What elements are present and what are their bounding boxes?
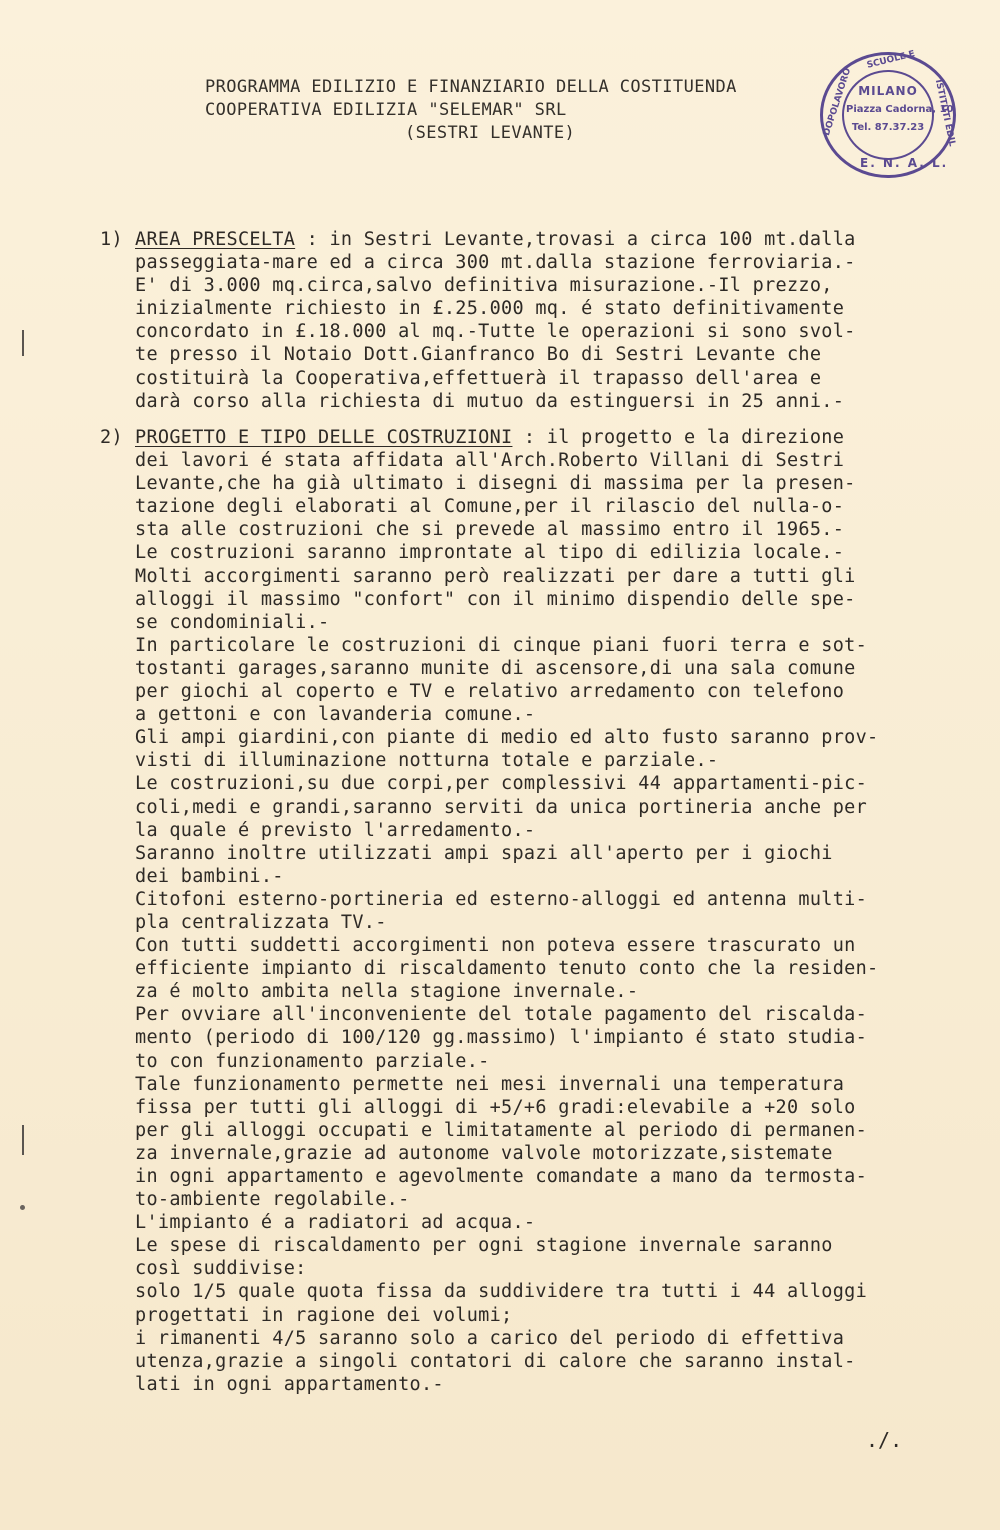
section-line: coli,medi e grandi,saranno serviti da unica portineria anche per (135, 796, 868, 818)
section-line: to-ambiente regolabile.- (135, 1189, 410, 1211)
stamp-address: Piazza Cadorna, 10 (846, 104, 954, 115)
section-line: efficiente impianto di riscaldamento tenuto conto che la residen- (135, 958, 879, 980)
section-line: darà corso alla richiesta di mutuo da estinguersi in 25 anni.- (135, 390, 845, 412)
section-line: Tale funzionamento permette nei mesi invernali una temperatura (135, 1073, 845, 1095)
title-line-2: COOPERATIVA EDILIZIA "SELEMAR" SRL (205, 100, 567, 120)
section-line: visti di illuminazione notturna totale e parziale.- (135, 750, 719, 772)
stamp-city: MILANO (858, 84, 918, 98)
section-line: se condominiali.- (135, 611, 330, 633)
margin-mark (22, 1125, 24, 1155)
section-line: to con funzionamento parziale.- (135, 1050, 490, 1072)
enal-stamp (820, 49, 960, 182)
section-line: lati in ogni appartamento.- (135, 1373, 444, 1395)
section-line: za é molto ambita nella stagione invernale.- (135, 981, 639, 1003)
document-title (205, 76, 825, 145)
section-line: dei bambini.- (135, 865, 284, 887)
section-line: Le costruzioni,su due corpi,per complessivi 44 appartamenti-pic- (135, 773, 868, 795)
section-line: : in Sestri Levante,trovasi a circa 100 mt.dalla (295, 229, 856, 250)
margin-dot (20, 1205, 25, 1210)
stamp-right-text: ISTITUTI EDIL (932, 78, 957, 148)
stamp-phone: Tel. 87.37.23 (851, 122, 925, 133)
title-line-1: PROGRAMMA EDILIZIO E FINANZIARIO DELLA COSTITUENDA (205, 77, 737, 97)
section-heading: PROGETTO E TIPO DELLE COSTRUZIONI (135, 427, 513, 448)
stamp-left-text: DOPOLAVORO (821, 66, 854, 138)
section-line: Le spese di riscaldamento per ogni stagione invernale saranno (135, 1235, 833, 1257)
section-line: progettati in ragione dei volumi; (135, 1304, 513, 1326)
section-line: inizialmente richiesto in £.25.000 mq. é stato definitivamente (135, 298, 845, 320)
section-line: utenza,grazie a singoli contatori di calore che saranno instal- (135, 1350, 856, 1372)
section-number: 2) (100, 427, 123, 448)
section-line: Le costruzioni saranno improntate al tipo di edilizia locale.- (135, 542, 845, 564)
section-line: per gli alloggi occupati e limitatamente al periodo di permanen- (135, 1119, 868, 1141)
section-line: passeggiata-mare ed a circa 300 mt.dalla stazione ferroviaria.- (135, 252, 856, 274)
section-line: za invernale,grazie ad autonome valvole motorizzate,sistemate (135, 1142, 833, 1164)
section-line: per giochi al coperto e TV e relativo arredamento con telefono (135, 681, 845, 703)
section-line: a gettoni e con lavanderia comune.- (135, 704, 536, 726)
margin-mark (22, 330, 24, 356)
stamp-top-text: SCUOLE E (865, 49, 917, 71)
section-line: fissa per tutti gli alloggi di +5/+6 gradi:elevabile a +20 solo (135, 1096, 856, 1118)
section-line: solo 1/5 quale quota fissa da suddividere tra tutti i 44 alloggi (135, 1281, 868, 1303)
section-line: concordato in £.18.000 al mq.-Tutte le operazioni si sono svol- (135, 321, 856, 343)
section-line: tazione degli elaborati al Comune,per il rilascio del nulla-o- (135, 496, 845, 518)
section-line: mento (periodo di 100/120 gg.massimo) l'impianto é stato studia- (135, 1027, 868, 1049)
section-line: : il progetto e la direzione (512, 427, 845, 448)
section-line: dei lavori é stata affidata all'Arch.Roberto Villani di Sestri (135, 450, 845, 472)
section-line: Citofoni esterno-portineria ed esterno-alloggi ed antenna multi- (135, 888, 868, 910)
section-line: la quale é previsto l'arredamento.- (135, 819, 536, 841)
section-line: Per ovviare all'inconveniente del totale pagamento del riscalda- (135, 1004, 868, 1026)
section-line: Levante,che ha già ultimato i disegni di massima per la presen- (135, 473, 856, 495)
section-line: pla centralizzata TV.- (135, 911, 387, 933)
section-line: i rimanenti 4/5 saranno solo a carico del periodo di effettiva (135, 1327, 845, 1349)
section-line: così suddivise: (135, 1258, 307, 1280)
title-line-3: (SESTRI LEVANTE) (405, 123, 576, 143)
section-line: tostanti garages,saranno munite di ascensore,di una sala comune (135, 657, 856, 679)
section-line: L'impianto é a radiatori ad acqua.- (135, 1212, 536, 1234)
section-line: costituirà la Cooperativa,effettuerà il trapasso dell'area e (135, 367, 822, 389)
continuation-mark: ./. (866, 1428, 903, 1452)
section-line: Saranno inoltre utilizzati ampi spazi all'aperto per i giochi (135, 842, 833, 864)
section-line: in ogni appartamento e agevolmente comandate a mano da termosta- (135, 1166, 868, 1187)
section-line: alloggi il massimo "confort" con il minimo dispendio delle spe- (135, 588, 856, 610)
section-heading: AREA PRESCELTA (135, 229, 296, 250)
section-line: Con tutti suddetti accorgimenti non poteva essere trascurato un (135, 935, 856, 957)
stamp-bottom-text: E. N. A. L. (860, 156, 949, 170)
section-line: Molti accorgimenti saranno però realizzati per dare a tutti gli (135, 565, 856, 587)
section-number: 1) (100, 229, 123, 250)
section-line: te presso il Notaio Dott.Gianfranco Bo di Sestri Levante che (135, 344, 822, 366)
section-line: Gli ampi giardini,con piante di medio ed alto fusto saranno prov- (135, 727, 879, 749)
section-body (135, 228, 856, 413)
section-line: sta alle costruzioni che si prevede al massimo entro il 1965.- (135, 519, 845, 541)
section-line: E' di 3.000 mq.circa,salvo definitiva misurazione.-Il prezzo, (135, 275, 833, 297)
section-line: In particolare le costruzioni di cinque piani fuori terra e sot- (135, 634, 868, 656)
section-body (135, 426, 878, 1396)
